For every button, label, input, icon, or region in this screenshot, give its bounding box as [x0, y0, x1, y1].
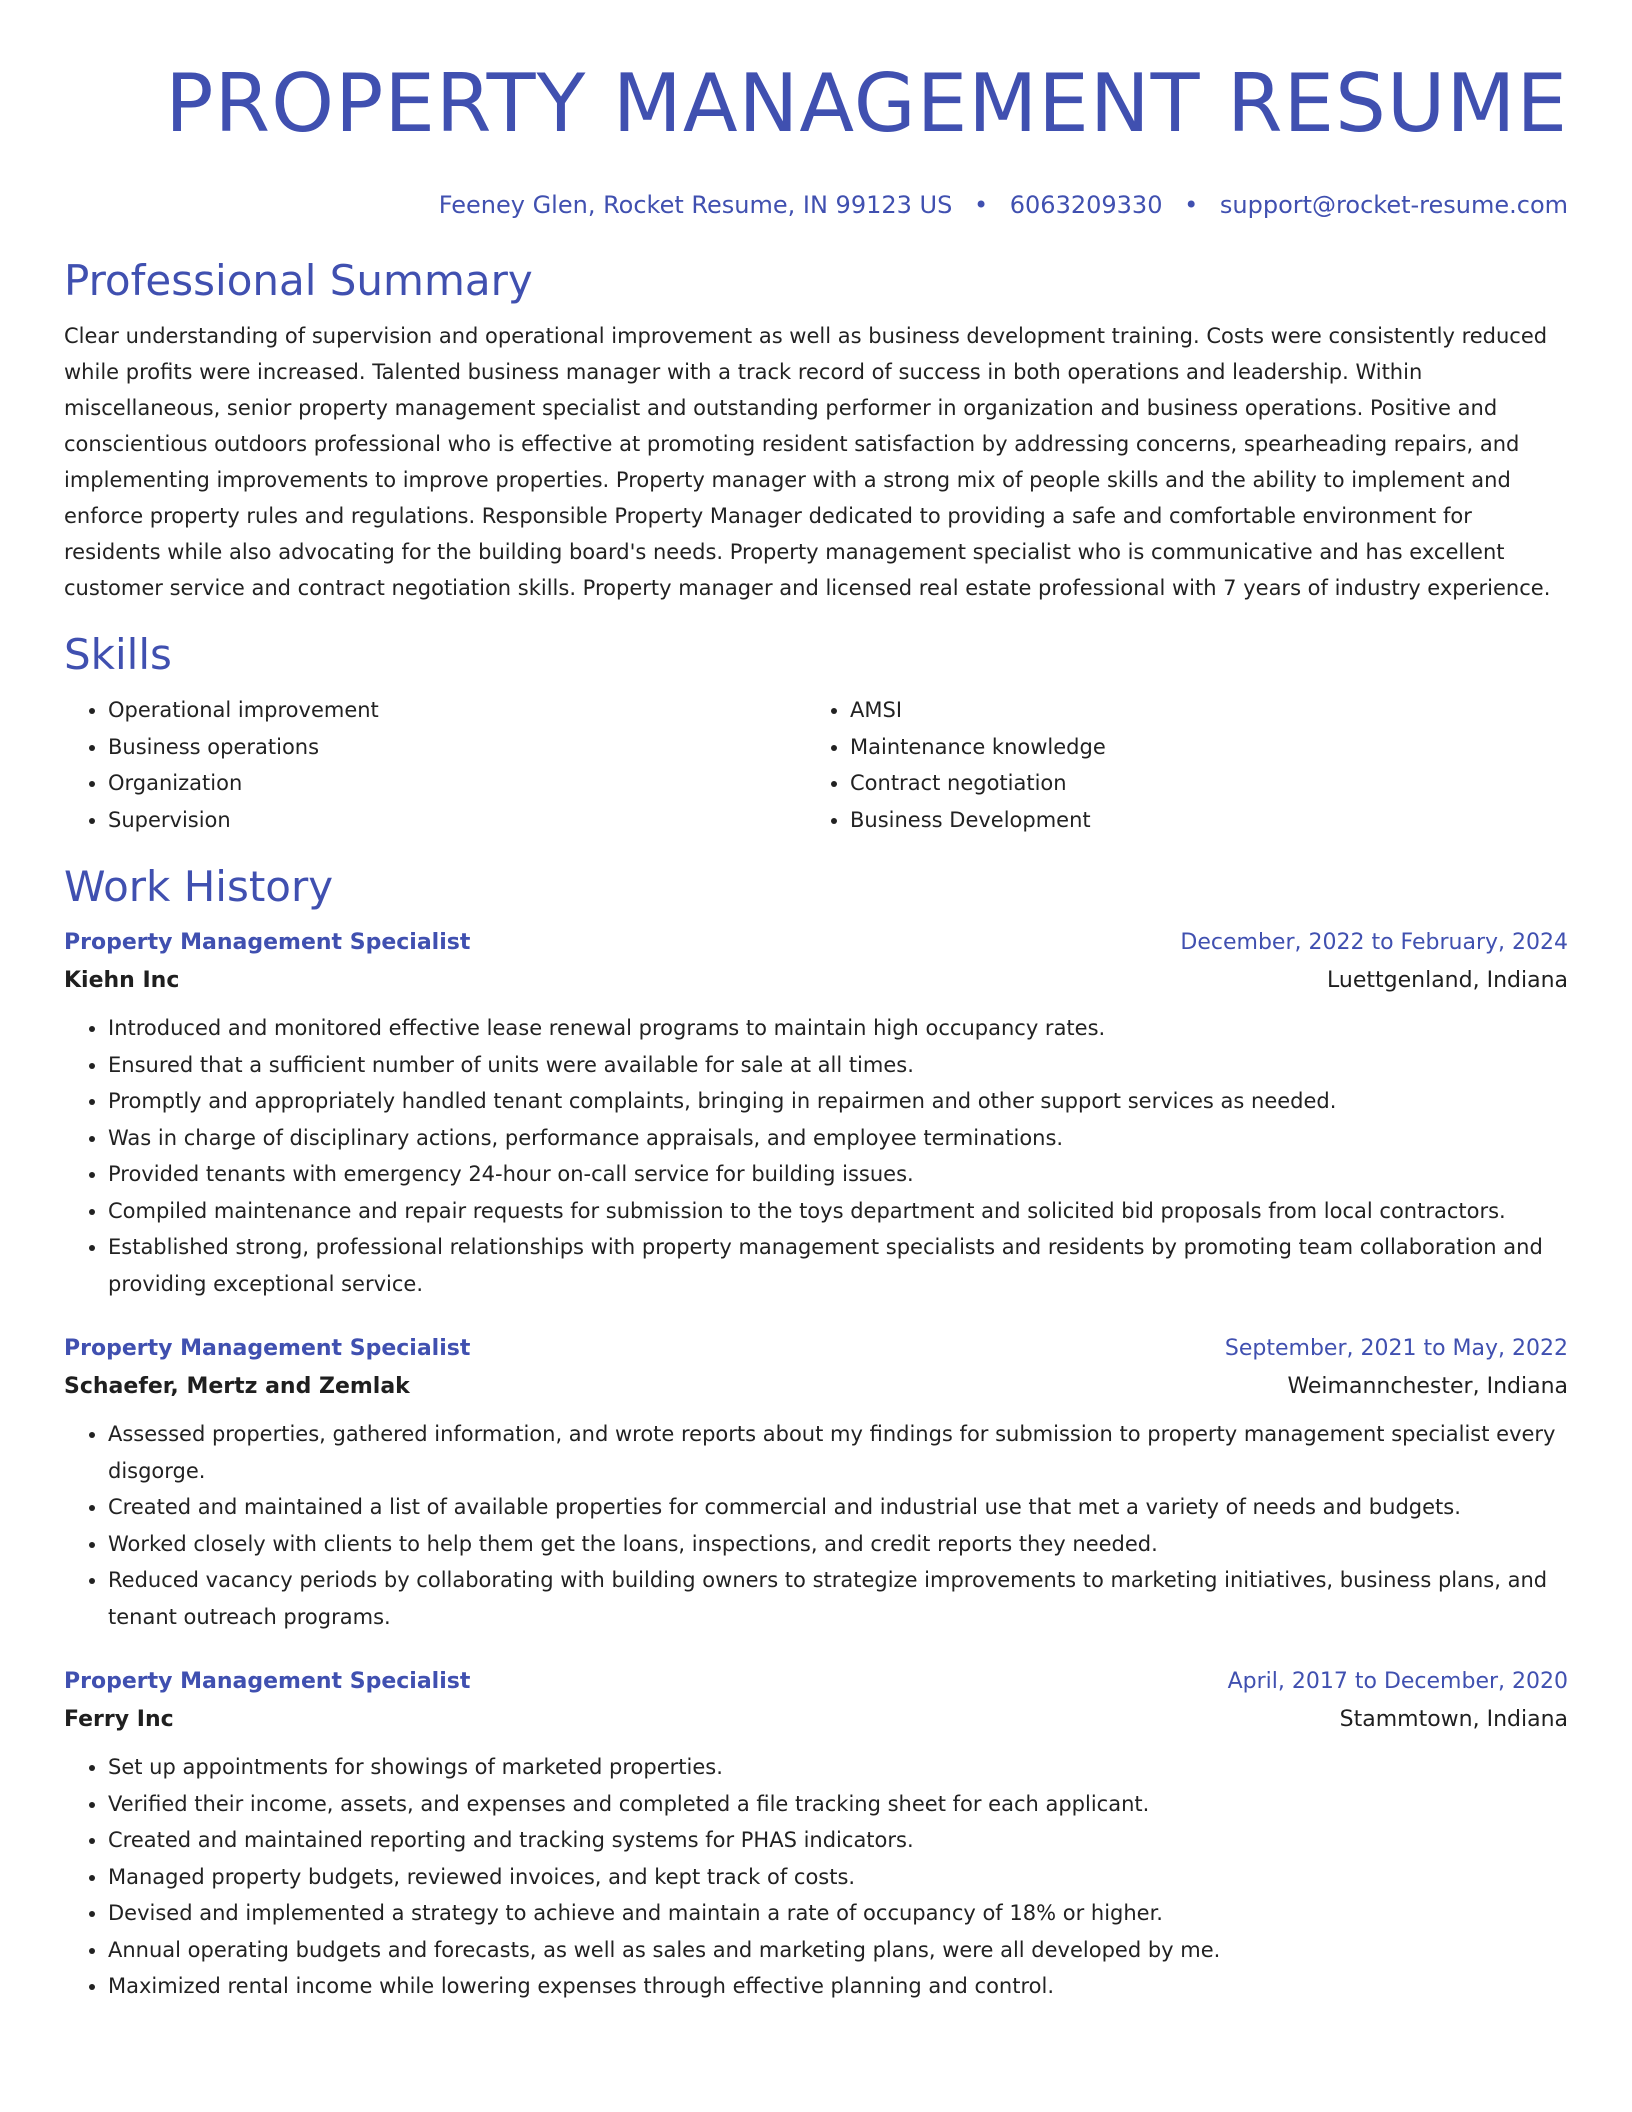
job-bullet: • Set up appointments for showings of marketed properties.: [108, 1749, 1568, 1786]
skill-item: • Operational improvement: [108, 692, 806, 729]
skills-column-left: [64, 692, 806, 838]
skills-column-right: [806, 692, 1548, 838]
skill-item: • Business operations: [108, 729, 806, 766]
job-entry: [64, 924, 1568, 1302]
contact-line: [64, 190, 1568, 220]
resume-title: PROPERTY MANAGEMENT RESUME: [165, 57, 1568, 150]
job-bullet: • Assessed properties, gathered information, and wrote reports about my findings for submission to property management specialist every disgorge.: [108, 1416, 1568, 1489]
job-title: Property Management Specialist: [64, 930, 471, 955]
job-bullets: [64, 1010, 1568, 1302]
job-company: Ferry Inc: [64, 1707, 174, 1732]
job-bullet: • Devised and implemented a strategy to achieve and maintain a rate of occupancy of 18% or higher.: [108, 1895, 1568, 1932]
skill-item: • Contract negotiation: [850, 765, 1548, 802]
job-location: Weimannchester, Indiana: [1287, 1374, 1568, 1399]
job-title: Property Management Specialist: [64, 1669, 471, 1694]
job-bullet: • Promptly and appropriately handled tenant complaints, bringing in repairmen and other support services as needed.: [108, 1083, 1568, 1120]
job-bullet: • Worked closely with clients to help them get the loans, inspections, and credit reports they needed.: [108, 1526, 1568, 1563]
job-bullet: • Maximized rental income while lowering expenses through effective planning and control.: [108, 1968, 1568, 2005]
job-company-row: [64, 1368, 1568, 1406]
job-header-row: [64, 924, 1568, 962]
skill-item: • AMSI: [850, 692, 1548, 729]
job-bullets: [64, 1749, 1568, 2005]
skill-item: • Organization: [108, 765, 806, 802]
resume-header: [64, 0, 1568, 220]
job-bullet: • Created and maintained reporting and tracking systems for PHAS indicators.: [108, 1822, 1568, 1859]
job-header-row: [64, 1330, 1568, 1368]
job-bullet: • Ensured that a sufficient number of units were available for sale at all times.: [108, 1047, 1568, 1084]
job-bullet: • Annual operating budgets and forecasts, as well as sales and marketing plans, were all developed by me.: [108, 1932, 1568, 1969]
job-location: Stammtown, Indiana: [1339, 1707, 1568, 1732]
job-bullet: • Reduced vacancy periods by collaborating with building owners to strategize improvements to marketing initiatives, business plans, and tenant outreach programs.: [108, 1562, 1568, 1635]
skill-item: • Business Development: [850, 802, 1548, 839]
job-location: Luettgenland, Indiana: [1327, 968, 1568, 993]
skills-heading: Skills: [64, 630, 172, 679]
resume-page: [64, 0, 1568, 2005]
job-entry: [64, 1663, 1568, 2005]
job-bullets: [64, 1416, 1568, 1635]
job-dates: December, 2022 to February, 2024: [1180, 930, 1568, 955]
summary-text: Clear understanding of supervision and operational improvement as well as business development training. Costs were consistently reduced while profits were increased. Talented business manager with a track record of success in both operations and leadership. Within miscellaneous, senior property management specialist and outstanding performer in organization and business operations. Positive and conscientious outdoors professional who is effective at promoting resident satisfaction by addressing concerns, spearheading repairs, and implementing improvements to improve properties. Property manager with a strong mix of people skills and the ability to implement and enforce property rules and regulations. Responsible Property Manager dedicated to providing a safe and comfortable environment for residents while also advocating for the building board's needs. Property management specialist who is communicative and has excellent customer service and contract negotiation skills. Property manager and licensed real estate professional with 7 years of industry experience.: [64, 324, 1551, 600]
skill-item: • Maintenance knowledge: [850, 729, 1548, 766]
job-bullet: • Introduced and monitored effective lease renewal programs to maintain high occupancy rates.: [108, 1010, 1568, 1047]
job-bullet: • Was in charge of disciplinary actions, performance appraisals, and employee terminations.: [108, 1120, 1568, 1157]
contact-address: Feeney Glen, Rocket Resume, IN 99123 US: [438, 191, 953, 219]
summary-heading: Professional Summary: [64, 256, 533, 305]
job-entry: [64, 1330, 1568, 1635]
job-bullet: • Established strong, professional relationships with property management specialists and residents by promoting team collaboration and providing exceptional service.: [108, 1229, 1568, 1302]
job-company: Schaefer, Mertz and Zemlak: [64, 1374, 410, 1399]
job-bullet: • Managed property budgets, reviewed invoices, and kept track of costs.: [108, 1859, 1568, 1896]
job-dates: April, 2017 to December, 2020: [1227, 1669, 1568, 1694]
job-header-row: [64, 1663, 1568, 1701]
contact-email: support@rocket-resume.com: [1219, 191, 1568, 219]
job-company-row: [64, 962, 1568, 1000]
job-bullet: • Created and maintained a list of available properties for commercial and industrial use that met a variety of needs and budgets.: [108, 1489, 1568, 1526]
job-company: Kiehn Inc: [64, 968, 180, 993]
job-dates: September, 2021 to May, 2022: [1224, 1336, 1568, 1361]
job-bullet: • Provided tenants with emergency 24-hour on-call service for building issues.: [108, 1156, 1568, 1193]
work-history-heading: Work History: [64, 862, 334, 911]
job-title: Property Management Specialist: [64, 1336, 471, 1361]
contact-separator: •: [973, 191, 989, 219]
contact-separator: •: [1184, 191, 1199, 219]
job-bullet: • Compiled maintenance and repair requests for submission to the toys department and solicited bid proposals from local contractors.: [108, 1193, 1568, 1230]
skill-item: • Supervision: [108, 802, 806, 839]
contact-phone: 6063209330: [1009, 191, 1163, 219]
skills-list: [64, 692, 1568, 838]
job-bullet: • Verified their income, assets, and expenses and completed a file tracking sheet for each applicant.: [108, 1786, 1568, 1823]
job-company-row: [64, 1701, 1568, 1739]
